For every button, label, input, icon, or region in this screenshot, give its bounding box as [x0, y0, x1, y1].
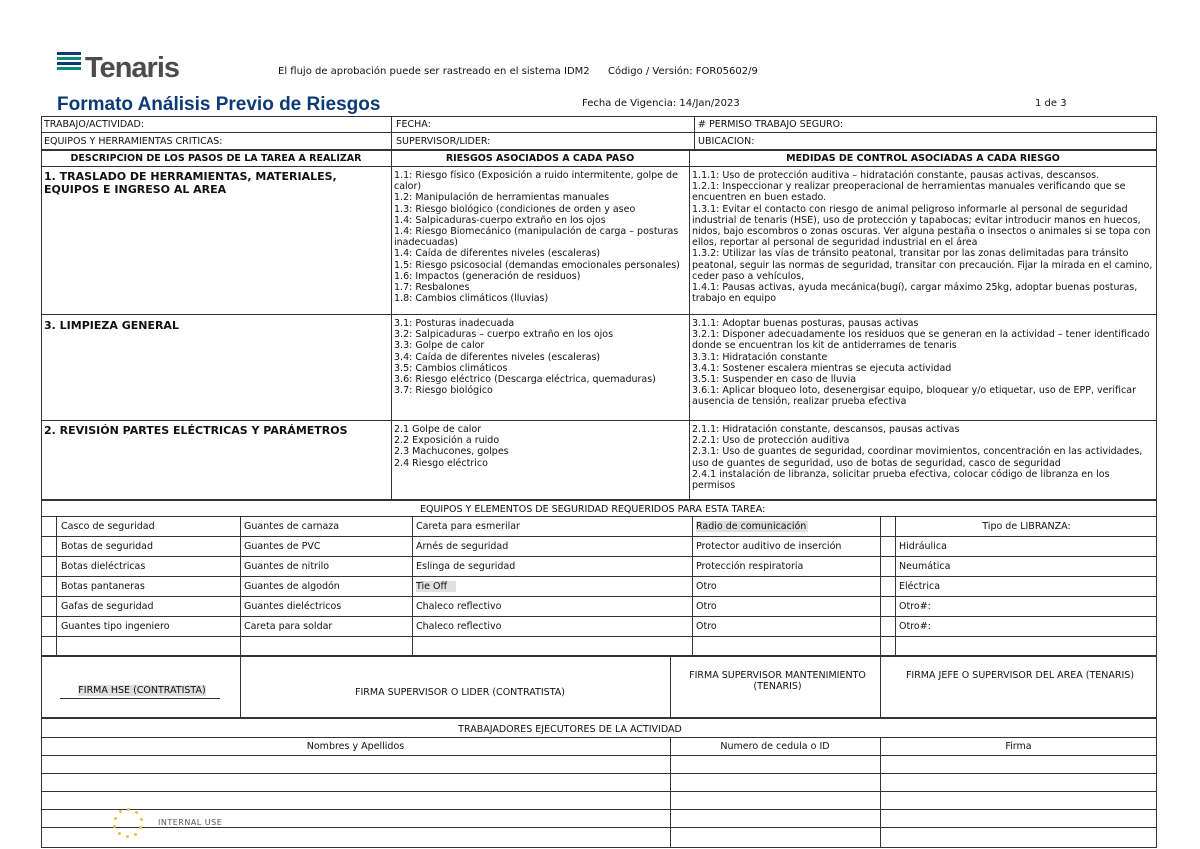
medida-item: 3.3.1: Hidratación constante: [692, 351, 828, 363]
section-2-title: 2. REVISIÓN PARTES ELÉCTRICAS Y PARÁMETROS: [44, 424, 348, 437]
riesgo-item: 1.4: Riesgo Biomecánico (manipulación de carga – posturas inadecuadas): [394, 226, 679, 249]
equipment-item[interactable]: Guantes de carnaza: [244, 521, 340, 532]
equipment-item[interactable]: Guantes de PVC: [244, 541, 321, 552]
libranza-label: Tipo de LIBRANZA:: [982, 521, 1071, 532]
riesgo-item: 3.7: Riesgo biológico: [394, 385, 493, 397]
equipment-item[interactable]: Tie Off: [416, 581, 456, 592]
medida-item: 3.5.1: Suspender en caso de lluvia: [692, 374, 857, 386]
equipment-item[interactable]: Guantes de nitrilo: [244, 561, 330, 572]
equipment-item[interactable]: Arnés de seguridad: [416, 541, 509, 552]
equipment-item[interactable]: Guantes de algodón: [244, 581, 340, 592]
medida-item: 1.3.1: Evitar el contacto con riesgo de animal peligroso informarle al personal de seguridad industrial de tenaris (HSE), uso de protección y tapabocas; evitar introducir manos en huecos, nidos, bajo escombros o zonas oscuras. Ver alguna pestaña o insectos o animales si se topa con ellos, reportar al personal de seguridad industrial en el área: [692, 203, 1151, 249]
equipment-item[interactable]: Careta para esmerilar: [416, 521, 520, 532]
equipment-item[interactable]: Eslinga de seguridad: [416, 561, 516, 572]
medida-item: 2.4.1 instalación de libranza, solicitar prueba efectiva, colocar código de libranza en los permisos: [692, 468, 1110, 492]
medida-item: 3.1.1: Adoptar buenas posturas, pausas activas: [692, 318, 919, 329]
riesgo-item: 1.3: Riesgo biológico (condiciones de orden y aseo: [394, 203, 636, 215]
section-3-medidas: [692, 318, 1154, 420]
field-fecha[interactable]: FECHA:: [396, 119, 431, 130]
signature-jefe-area[interactable]: FIRMA JEFE O SUPERVISOR DEL ÁREA (TENARIS): [905, 670, 1135, 681]
equipment-item[interactable]: Protector auditivo de inserción: [696, 541, 842, 552]
equipment-item[interactable]: Guantes tipo ingeniero: [61, 621, 170, 632]
equipment-item[interactable]: Botas pantaneras: [61, 581, 145, 592]
section-2-medidas: [692, 424, 1154, 498]
riesgo-item: 1.7: Resbalones: [394, 282, 470, 294]
field-ubicacion[interactable]: UBICACIÓN:: [698, 136, 755, 147]
section-3-title: 3. LIMPIEZA GENERAL: [44, 319, 179, 332]
riesgo-item: 3.6: Riesgo eléctrico (Descarga eléctrica, quemaduras): [394, 374, 656, 386]
riesgo-item: 3.2: Salpicaduras – cuerpo extraño en los ojos: [394, 329, 614, 341]
riesgo-item: 2.2 Exposición a ruido: [394, 435, 500, 447]
code-version: Código / Versión: FOR05602/9: [608, 66, 758, 77]
equipment-item[interactable]: Protección respiratoria: [696, 561, 804, 572]
tenaris-logo: [57, 52, 197, 84]
riesgo-item: 3.4: Caída de diferentes niveles (escaleras): [394, 351, 601, 363]
field-trabajo[interactable]: TRABAJO/ACTIVIDAD:: [44, 119, 145, 130]
internal-use-label: INTERNAL USE: [158, 818, 223, 827]
section-2-riesgos: [394, 424, 687, 498]
riesgo-item: 2.3 Machucones, golpes: [394, 446, 509, 458]
field-equipos[interactable]: EQUIPOS Y HERRAMIENTAS CRITICAS:: [44, 136, 223, 147]
equipment-item[interactable]: Guantes dieléctricos: [244, 601, 342, 612]
equipment-item[interactable]: Otro: [696, 621, 717, 632]
equipment-item[interactable]: Otro: [696, 581, 717, 592]
equipment-title: EQUIPOS Y ELEMENTOS DE SEGURIDAD REQUERIDOS PARA ESTA TAREA:: [420, 504, 766, 515]
medida-item: 1.1.1: Uso de protección auditiva – hidratación constante, pausas activas, descansos.: [692, 170, 1100, 181]
signature-mantenimiento[interactable]: FIRMA SUPERVISOR MANTENIMIENTO (TENARIS): [689, 670, 866, 692]
page-number: 1 de 3: [1035, 98, 1067, 109]
signature-table: [41, 656, 1157, 718]
approval-note: El flujo de aprobación puede ser rastreado en el sistema IDM2: [278, 66, 590, 77]
riesgo-item: 1.8: Cambios climáticos (lluvias): [394, 293, 549, 305]
medida-item: 2.3.1: Uso de guantes de seguridad, coordinar movimientos, concentración en las actividades, uso de guantes de seguridad, uso de botas de seguridad, casco de seguridad: [692, 446, 1143, 469]
libranza-option[interactable]: Neumática: [899, 561, 951, 572]
riesgo-item: 1.1: Riesgo físico (Exposición a ruido intermitente, golpe de calor): [394, 170, 678, 193]
equipment-item[interactable]: Botas dieléctricas: [61, 561, 146, 572]
signature-supervisor[interactable]: FIRMA SUPERVISOR O LIDER (CONTRATISTA): [355, 687, 565, 698]
medida-item: 3.6.1: Aplicar bloqueo loto, desenergisar equipo, bloquear y/o etiquetar, uso de EPP, verificar ausencia de tensión, realizar prueba efectiva: [692, 385, 1136, 408]
equipment-item[interactable]: Gafas de seguridad: [61, 601, 154, 612]
libranza-option[interactable]: Hidráulica: [899, 541, 947, 552]
riesgo-item: 1.2: Manipulación de herramientas manuales: [394, 192, 610, 204]
field-supervisor[interactable]: SUPERVISOR/LIDER:: [396, 136, 491, 147]
workers-col-names: Nombres y Apellidos: [306, 741, 405, 752]
logo-text: Tenaris: [85, 52, 180, 84]
riesgo-item: 3.1: Posturas inadecuada: [394, 318, 515, 329]
riesgo-item: 1.4: Caída de diferentes niveles (escaleras): [394, 248, 601, 260]
section-1-medidas: [692, 170, 1154, 314]
section-3-riesgos: [394, 318, 687, 420]
riesgo-item: 1.5: Riesgo psicosocial (demandas emocionales personales): [394, 259, 680, 271]
workers-col-id: Numero de cedula o ID: [720, 741, 830, 752]
workers-title: TRABAJADORES EJECUTORES DE LA ACTIVIDAD: [458, 724, 682, 735]
equipment-item[interactable]: Casco de seguridad: [61, 521, 155, 532]
riesgo-item: 3.5: Cambios climáticos: [394, 362, 508, 374]
libranza-option[interactable]: Otro#:: [899, 601, 931, 612]
riesgo-item: 1.4: Salpicaduras-cuerpo extraño en los ojos: [394, 214, 606, 226]
validity-date: Fecha de Vigencia: 14/Jan/2023: [582, 98, 740, 109]
equipment-item[interactable]: Otro: [696, 601, 717, 612]
section-1-riesgos: [394, 170, 687, 314]
equipment-item[interactable]: Careta para soldar: [244, 621, 333, 632]
col-header-desc: DESCRIPCIÓN DE LOS PASOS DE LA TAREA A REALIZAR: [70, 153, 362, 164]
col-header-medidas: MEDIDAS DE CONTROL ASOCIADAS A CADA RIESGO: [786, 153, 1060, 164]
equipment-item[interactable]: Radio de comunicación: [696, 521, 807, 532]
medida-item: 1.3.2: Utilizar las vías de tránsito peatonal, transitar por las zonas delimitadas para tránsito peatonal, seguir las normas de seguridad, transitar con precaución. Fijar la mirada en el camino, ceder paso a vehículos,: [692, 248, 1153, 282]
medida-item: 1.2.1: Inspeccionar y realizar preoperacional de herramientas manuales verificando que se encuentren en buen estado.: [692, 181, 1126, 204]
internal-use-stamp: [112, 808, 262, 838]
medida-item: 2.2.1: Uso de protección auditiva: [692, 435, 850, 447]
libranza-option[interactable]: Otro#:: [899, 621, 931, 632]
equipment-item[interactable]: Chaleco reflectivo: [416, 621, 502, 632]
workers-col-firma: Firma: [1005, 741, 1032, 752]
riesgo-item: 3.3: Golpe de calor: [394, 340, 485, 352]
logo-stripes-icon: [57, 52, 81, 72]
field-permiso[interactable]: # PERMISO TRABAJO SEGURO:: [698, 119, 844, 130]
medida-item: 1.4.1: Pausas activas, ayuda mecánica(bugí), cargar máximo 25kg, adoptar buenas posturas, trabajo en equipo: [692, 282, 1138, 305]
medida-item: 3.4.1: Sostener escalera mientras se ejecuta actividad: [692, 362, 952, 374]
equipment-item[interactable]: Botas de seguridad: [61, 541, 154, 552]
stars-icon: [112, 808, 146, 838]
riesgo-item: 2.1 Golpe de calor: [394, 424, 482, 435]
riesgo-item: 2.4 Riesgo eléctrico: [394, 457, 488, 469]
equipment-item[interactable]: Chaleco reflectivo: [416, 601, 502, 612]
libranza-option[interactable]: Eléctrica: [899, 581, 941, 592]
section-1-title: 1. TRASLADO DE HERRAMIENTAS, MATERIALES, EQUIPOS E INGRESO AL AREA: [44, 170, 337, 196]
riesgo-item: 1.6: Impactos (generación de residuos): [394, 270, 581, 282]
medida-item: 2.1.1: Hidratación constante, descansos, pausas activas: [692, 424, 960, 435]
col-header-riesgos: RIESGOS ASOCIADOS A CADA PASO: [445, 153, 635, 164]
signature-hse[interactable]: FIRMA HSE (CONTRATISTA): [78, 685, 206, 696]
medida-item: 3.2.1: Disponer adecuadamente los residuos que se generan en la actividad – tener identificado donde se encuentran los kit de antiderrames de tenaris: [692, 329, 1150, 352]
form-title: Formato Análisis Previo de Riesgos: [57, 94, 381, 115]
